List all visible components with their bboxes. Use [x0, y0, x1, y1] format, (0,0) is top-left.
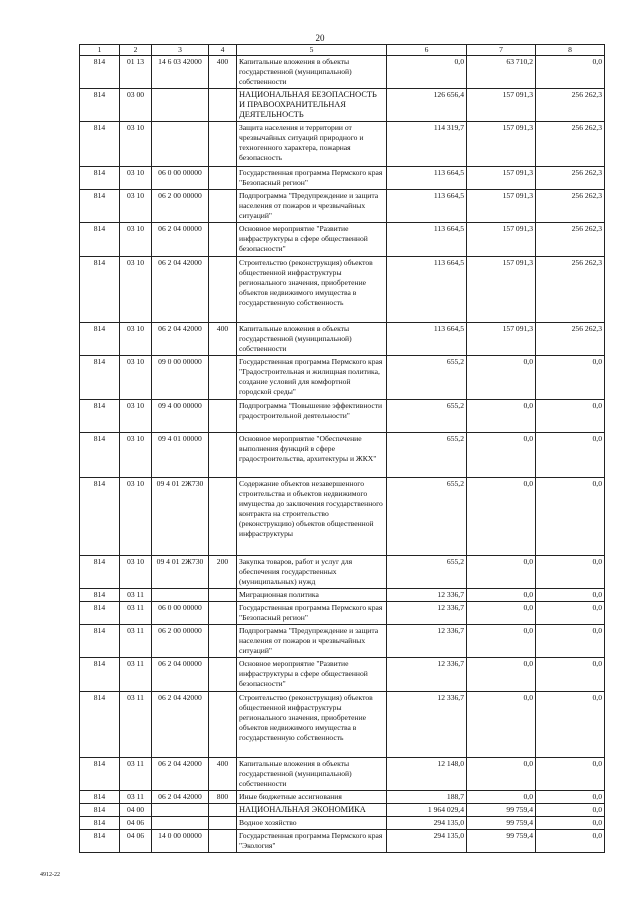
amount-year3-cell: 256 262,3 [536, 190, 605, 223]
section-code-cell: 03 11 [120, 658, 152, 692]
target-article-cell: 09 4 01 2Ж730 [152, 478, 209, 556]
admin-code-cell: 814 [80, 478, 120, 556]
amount-year1-cell: 113 664,5 [387, 323, 467, 356]
section-code-cell: 03 10 [120, 223, 152, 257]
admin-code-cell: 814 [80, 556, 120, 589]
table-row [80, 556, 605, 589]
target-article-cell: 09 4 00 00000 [152, 400, 209, 433]
table-row [80, 400, 605, 433]
budget-table [79, 44, 605, 853]
admin-code-cell: 814 [80, 791, 120, 804]
target-article-cell [152, 122, 209, 167]
amount-year3-cell: 0,0 [536, 830, 605, 853]
admin-code-cell: 814 [80, 692, 120, 758]
expense-type-cell [209, 89, 237, 122]
amount-year2-cell: 0,0 [467, 658, 536, 692]
expense-type-cell [209, 122, 237, 167]
section-code-cell: 03 11 [120, 602, 152, 625]
item-name-cell: Капитальные вложения в объекты государственной (муниципальной) собственности [237, 56, 387, 89]
section-code-cell: 03 10 [120, 167, 152, 190]
amount-year1-cell: 113 664,5 [387, 167, 467, 190]
admin-code-cell: 814 [80, 589, 120, 602]
amount-year1-cell: 0,0 [387, 56, 467, 89]
target-article-cell: 09 4 01 2Ж730 [152, 556, 209, 589]
amount-year1-cell: 114 319,7 [387, 122, 467, 167]
item-name-cell: Закупка товаров, работ и услуг для обеспечения государственных (муниципальных) нужд [237, 556, 387, 589]
item-name-cell: Подпрограмма "Предупреждение и защита населения от пожаров и чрезвычайных ситуаций" [237, 625, 387, 658]
amount-year1-cell: 12 336,7 [387, 658, 467, 692]
amount-year2-cell: 0,0 [467, 356, 536, 400]
expense-type-cell [209, 223, 237, 257]
target-article-cell [152, 589, 209, 602]
amount-year2-cell: 0,0 [467, 791, 536, 804]
expense-type-cell [209, 602, 237, 625]
amount-year3-cell: 0,0 [536, 625, 605, 658]
admin-code-cell: 814 [80, 625, 120, 658]
expense-type-cell [209, 830, 237, 853]
expense-type-cell: 200 [209, 556, 237, 589]
admin-code-cell: 814 [80, 122, 120, 167]
expense-type-cell [209, 625, 237, 658]
table-row [80, 89, 605, 122]
target-article-cell: 06 0 00 00000 [152, 602, 209, 625]
footer-code: 4912-22 [40, 872, 60, 878]
item-name-cell: Иные бюджетные ассигнования [237, 791, 387, 804]
section-code-cell: 03 00 [120, 89, 152, 122]
expense-type-cell [209, 400, 237, 433]
item-name-cell: Строительство (реконструкция) объектов общественной инфраструктуры регионального значения, приобретение объектов недвижимого имущества в государственную собственность [237, 257, 387, 323]
admin-code-cell: 814 [80, 56, 120, 89]
admin-code-cell: 814 [80, 89, 120, 122]
amount-year2-cell: 0,0 [467, 602, 536, 625]
amount-year1-cell: 113 664,5 [387, 190, 467, 223]
amount-year1-cell: 12 336,7 [387, 625, 467, 658]
admin-code-cell: 814 [80, 190, 120, 223]
amount-year1-cell: 655,2 [387, 556, 467, 589]
expense-type-cell [209, 589, 237, 602]
table-row [80, 190, 605, 223]
section-code-cell: 04 06 [120, 817, 152, 830]
section-code-cell: 03 10 [120, 400, 152, 433]
amount-year3-cell: 0,0 [536, 791, 605, 804]
header-cell: 1 [80, 45, 120, 56]
section-code-cell: 04 00 [120, 804, 152, 817]
target-article-cell: 14 0 00 00000 [152, 830, 209, 853]
amount-year2-cell: 99 759,4 [467, 830, 536, 853]
target-article-cell: 06 2 04 42000 [152, 692, 209, 758]
expense-type-cell [209, 167, 237, 190]
amount-year1-cell: 294 135,0 [387, 817, 467, 830]
section-code-cell: 03 10 [120, 323, 152, 356]
expense-type-cell: 800 [209, 791, 237, 804]
table-row [80, 122, 605, 167]
target-article-cell: 06 2 00 00000 [152, 190, 209, 223]
table-row [80, 804, 605, 817]
item-name-cell: Капитальные вложения в объекты государственной (муниципальной) собственности [237, 758, 387, 791]
amount-year1-cell: 12 148,0 [387, 758, 467, 791]
admin-code-cell: 814 [80, 356, 120, 400]
section-code-cell: 03 10 [120, 190, 152, 223]
item-name-cell: Капитальные вложения в объекты государственной (муниципальной) собственности [237, 323, 387, 356]
table-row [80, 56, 605, 89]
section-code-cell: 03 10 [120, 478, 152, 556]
item-name-cell: Подпрограмма "Повышение эффективности градостроительной деятельности" [237, 400, 387, 433]
amount-year1-cell: 655,2 [387, 478, 467, 556]
amount-year2-cell: 157 091,3 [467, 89, 536, 122]
amount-year3-cell: 256 262,3 [536, 257, 605, 323]
amount-year2-cell: 0,0 [467, 758, 536, 791]
section-code-cell: 03 11 [120, 692, 152, 758]
table-row [80, 830, 605, 853]
amount-year1-cell: 655,2 [387, 356, 467, 400]
item-name-cell: Основное мероприятие "Обеспечение выполнения функций в сфере градостроительства, архитектуры и ЖКХ" [237, 433, 387, 478]
amount-year2-cell: 99 759,4 [467, 804, 536, 817]
admin-code-cell: 814 [80, 323, 120, 356]
table-row [80, 658, 605, 692]
section-code-cell: 03 10 [120, 257, 152, 323]
section-code-cell: 03 11 [120, 758, 152, 791]
table-row [80, 167, 605, 190]
target-article-cell [152, 89, 209, 122]
admin-code-cell: 814 [80, 804, 120, 817]
item-name-cell: Основное мероприятие "Развитие инфраструктуры в сфере общественной безопасности" [237, 658, 387, 692]
section-code-cell: 03 11 [120, 791, 152, 804]
amount-year2-cell: 0,0 [467, 625, 536, 658]
section-code-cell: 03 10 [120, 556, 152, 589]
table-row [80, 817, 605, 830]
header-row [80, 45, 605, 56]
target-article-cell: 06 0 00 00000 [152, 167, 209, 190]
table-row [80, 223, 605, 257]
amount-year1-cell: 113 664,5 [387, 257, 467, 323]
amount-year1-cell: 12 336,7 [387, 692, 467, 758]
item-name-cell: Миграционная политика [237, 589, 387, 602]
amount-year3-cell: 256 262,3 [536, 89, 605, 122]
target-article-cell: 06 2 04 42000 [152, 323, 209, 356]
item-name-cell: Строительство (реконструкция) объектов общественной инфраструктуры регионального значения, приобретение объектов недвижимого имущества в государственную собственность [237, 692, 387, 758]
table-row [80, 257, 605, 323]
amount-year3-cell: 0,0 [536, 400, 605, 433]
table-row [80, 692, 605, 758]
amount-year3-cell: 0,0 [536, 817, 605, 830]
amount-year3-cell: 0,0 [536, 758, 605, 791]
section-code-cell: 04 06 [120, 830, 152, 853]
expense-type-cell: 400 [209, 323, 237, 356]
amount-year1-cell: 655,2 [387, 433, 467, 478]
table-row [80, 589, 605, 602]
section-code-cell: 03 11 [120, 625, 152, 658]
amount-year3-cell: 0,0 [536, 356, 605, 400]
header-cell: 3 [152, 45, 209, 56]
expense-type-cell: 400 [209, 56, 237, 89]
section-code-cell: 03 10 [120, 433, 152, 478]
section-code-cell: 03 10 [120, 122, 152, 167]
section-code-cell: 03 10 [120, 356, 152, 400]
amount-year1-cell: 1 964 029,4 [387, 804, 467, 817]
expense-type-cell [209, 478, 237, 556]
item-name-cell: Государственная программа Пермского края "Градостроительная и жилищная политика, создание условий для комфортной городской среды" [237, 356, 387, 400]
table-row [80, 323, 605, 356]
item-name-cell: НАЦИОНАЛЬНАЯ БЕЗОПАСНОСТЬ И ПРАВООХРАНИТЕЛЬНАЯ ДЕЯТЕЛЬНОСТЬ [237, 89, 387, 122]
item-name-cell: Водное хозяйство [237, 817, 387, 830]
amount-year2-cell: 0,0 [467, 556, 536, 589]
table-body [80, 56, 605, 853]
amount-year3-cell: 256 262,3 [536, 122, 605, 167]
admin-code-cell: 814 [80, 817, 120, 830]
table-row [80, 433, 605, 478]
item-name-cell: НАЦИОНАЛЬНАЯ ЭКОНОМИКА [237, 804, 387, 817]
amount-year2-cell: 0,0 [467, 433, 536, 478]
amount-year3-cell: 0,0 [536, 556, 605, 589]
expense-type-cell [209, 658, 237, 692]
amount-year1-cell: 12 336,7 [387, 589, 467, 602]
item-name-cell: Содержание объектов незавершенного строительства и объектов недвижимого имущества до заключения государственного контракта на строительство (реконструкцию) объектов общественной инфраструктуры [237, 478, 387, 556]
item-name-cell: Подпрограмма "Предупреждение и защита населения от пожаров и чрезвычайных ситуаций" [237, 190, 387, 223]
header-cell: 7 [467, 45, 536, 56]
amount-year3-cell: 256 262,3 [536, 323, 605, 356]
admin-code-cell: 814 [80, 602, 120, 625]
table-row [80, 791, 605, 804]
item-name-cell: Государственная программа Пермского края "Экология" [237, 830, 387, 853]
expense-type-cell [209, 692, 237, 758]
amount-year3-cell: 256 262,3 [536, 223, 605, 257]
table-row [80, 356, 605, 400]
amount-year3-cell: 0,0 [536, 433, 605, 478]
amount-year3-cell: 0,0 [536, 602, 605, 625]
amount-year2-cell: 157 091,3 [467, 257, 536, 323]
amount-year1-cell: 294 135,0 [387, 830, 467, 853]
expense-type-cell: 400 [209, 758, 237, 791]
expense-type-cell [209, 804, 237, 817]
item-name-cell: Защита населения и территории от чрезвычайных ситуаций природного и техногенного характера, пожарная безопасность [237, 122, 387, 167]
amount-year3-cell: 0,0 [536, 692, 605, 758]
admin-code-cell: 814 [80, 830, 120, 853]
amount-year1-cell: 188,7 [387, 791, 467, 804]
amount-year2-cell: 0,0 [467, 692, 536, 758]
amount-year2-cell: 63 710,2 [467, 56, 536, 89]
amount-year3-cell: 0,0 [536, 56, 605, 89]
amount-year2-cell: 99 759,4 [467, 817, 536, 830]
expense-type-cell [209, 257, 237, 323]
amount-year3-cell: 0,0 [536, 658, 605, 692]
target-article-cell: 06 2 00 00000 [152, 625, 209, 658]
amount-year2-cell: 157 091,3 [467, 122, 536, 167]
target-article-cell: 06 2 04 42000 [152, 257, 209, 323]
target-article-cell: 06 2 04 00000 [152, 658, 209, 692]
target-article-cell: 14 6 03 42000 [152, 56, 209, 89]
table-row [80, 602, 605, 625]
amount-year2-cell: 0,0 [467, 400, 536, 433]
amount-year3-cell: 0,0 [536, 804, 605, 817]
admin-code-cell: 814 [80, 433, 120, 478]
section-code-cell: 01 13 [120, 56, 152, 89]
header-cell: 5 [237, 45, 387, 56]
expense-type-cell [209, 433, 237, 478]
admin-code-cell: 814 [80, 400, 120, 433]
amount-year2-cell: 0,0 [467, 589, 536, 602]
amount-year1-cell: 126 656,4 [387, 89, 467, 122]
expense-type-cell [209, 190, 237, 223]
amount-year3-cell: 256 262,3 [536, 167, 605, 190]
header-cell: 2 [120, 45, 152, 56]
page-number: 20 [315, 33, 325, 43]
expense-type-cell [209, 356, 237, 400]
target-article-cell [152, 804, 209, 817]
table-row [80, 478, 605, 556]
amount-year2-cell: 157 091,3 [467, 223, 536, 257]
target-article-cell: 06 2 04 42000 [152, 758, 209, 791]
header-cell: 4 [209, 45, 237, 56]
admin-code-cell: 814 [80, 167, 120, 190]
section-code-cell: 03 11 [120, 589, 152, 602]
amount-year3-cell: 0,0 [536, 478, 605, 556]
amount-year1-cell: 655,2 [387, 400, 467, 433]
expense-type-cell [209, 817, 237, 830]
admin-code-cell: 814 [80, 223, 120, 257]
amount-year1-cell: 12 336,7 [387, 602, 467, 625]
item-name-cell: Государственная программа Пермского края "Безопасный регион" [237, 167, 387, 190]
admin-code-cell: 814 [80, 658, 120, 692]
target-article-cell: 06 2 04 00000 [152, 223, 209, 257]
amount-year2-cell: 157 091,3 [467, 167, 536, 190]
item-name-cell: Государственная программа Пермского края "Безопасный регион" [237, 602, 387, 625]
amount-year2-cell: 0,0 [467, 478, 536, 556]
table-row [80, 758, 605, 791]
table-row [80, 625, 605, 658]
admin-code-cell: 814 [80, 758, 120, 791]
target-article-cell: 09 0 00 00000 [152, 356, 209, 400]
target-article-cell [152, 817, 209, 830]
header-cell: 6 [387, 45, 467, 56]
item-name-cell: Основное мероприятие "Развитие инфраструктуры в сфере общественной безопасности" [237, 223, 387, 257]
amount-year2-cell: 157 091,3 [467, 190, 536, 223]
amount-year2-cell: 157 091,3 [467, 323, 536, 356]
admin-code-cell: 814 [80, 257, 120, 323]
target-article-cell: 09 4 01 00000 [152, 433, 209, 478]
amount-year3-cell: 0,0 [536, 589, 605, 602]
header-cell: 8 [536, 45, 605, 56]
target-article-cell: 06 2 04 42000 [152, 791, 209, 804]
amount-year1-cell: 113 664,5 [387, 223, 467, 257]
